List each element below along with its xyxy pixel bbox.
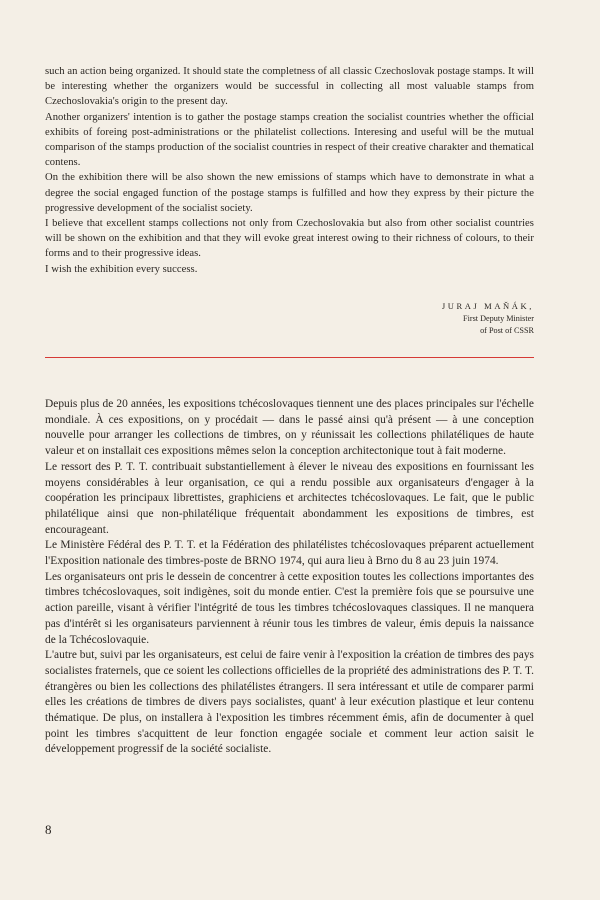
signature-block <box>442 300 534 338</box>
french-paragraph: Les organisateurs ont pris le dessein de concentrer à cette exposition toutes les collections importantes des timbres tchécoslovaques, soit indigènes, soit du monde entier. C'est la première fois que se poursuive une action pareille, visant à vérifier l'intégrité de tous les timbres tchécoslovaques classiques. Il ne manquera pas d'intérêt si les organisateurs parviennent à réunir tous les timbres de valeur, émis depuis la naissance de la Tchécoslovaquie. <box>45 570 534 646</box>
english-text-block <box>45 64 534 277</box>
english-paragraph: On the exhibition there will be also shown the new emissions of stamps which have to demonstrate in what a degree the social engaged function of the postage stamps is fulfilled and how they express by their picture the progressive development of the socialist society. <box>45 172 534 214</box>
english-paragraph: I believe that excellent stamps collections not only from Czechoslovakia but also from other socialist countries will be shown on the exhibition and that they will evoke great interest owing to their richness of colours, to their forms and to their progressive ideas. <box>45 218 534 260</box>
signature-organization: of Post of CSSR <box>480 326 534 336</box>
signature-name: JURAJ MAŇÁK, <box>441 301 534 311</box>
english-paragraph: such an action being organized. It should state the completness of all classic Czechoslovak postage stamps. It will be interesting whether the organizers would be successful in collecting all most valuable stamps from Czechoslovakia's origin to the present day. <box>45 66 534 108</box>
french-paragraph: Depuis plus de 20 années, les expositions tchécoslovaques tiennent une des places principales sur l'échelle mondiale. À ces expositions, on y procédait — dans le passé ainsi qu'à présent — à une conception nouvelle pour arranger les collections de timbres, on y réunissait les collections philatéliques de haute valeur et on installait ces expositions mêmes selon la conception architectonique tout à fait moderne. <box>45 398 534 458</box>
section-divider <box>45 357 534 358</box>
english-paragraph: Another organizers' intention is to gather the postage stamps creation the socialist countries whether the official exhibits of foreing post-administrations or the philatelist collections. Interesing and useful will be the mutual comparison of the stamps production of the socialist countries in respect of their creative charakter and thematical contens. <box>45 111 534 169</box>
french-paragraph: Le Ministère Fédéral des P. T. T. et la Fédération des philatélistes tchécoslovaques préparent actuellement l'Exposition nationale des timbres-poste de BRNO 1974, qui aura lieu à Brno du 8 au 23 juin 1974. <box>45 539 534 568</box>
french-text-block <box>45 397 534 758</box>
signature-title: First Deputy Minister <box>463 313 534 323</box>
page-number: 8 <box>45 822 52 837</box>
french-paragraph: L'autre but, suivi par les organisateurs, est celui de faire venir à l'exposition la création de timbres des pays socialistes fraternels, que ce soient les collections officielles de la propriété des administrations des P. T. T. étrangères ou bien les collections des philatélistes étrangers. Il sera intéressant et utile de comparer parmi elles les créations de timbres de divers pays socialistes, quant' à leur exécution plastique et leur contenu thématique. De plus, on installera à l'exposition les timbres récemment émis, afin de documenter à quel point les timbres s'acquittent de leur fonction engagée sociale et comment leur action saisit le développement progressif de la société socialiste. <box>45 649 534 756</box>
english-paragraph: I wish the exhibition every success. <box>45 263 198 275</box>
french-paragraph: Le ressort des P. T. T. contribuait substantiellement à élever le niveau des expositions en fournissant les moyens considérables à leur organisation, ce qui a rendu possible aux organisateurs d'engager à la coopération les principaux librettistes, graphiciens et architectes tchécoslovaques. Le fait, que le public philatélique ainsi que non-philatélique fréquentait abondamment les expositions de timbres, est encourageant. <box>45 460 534 536</box>
